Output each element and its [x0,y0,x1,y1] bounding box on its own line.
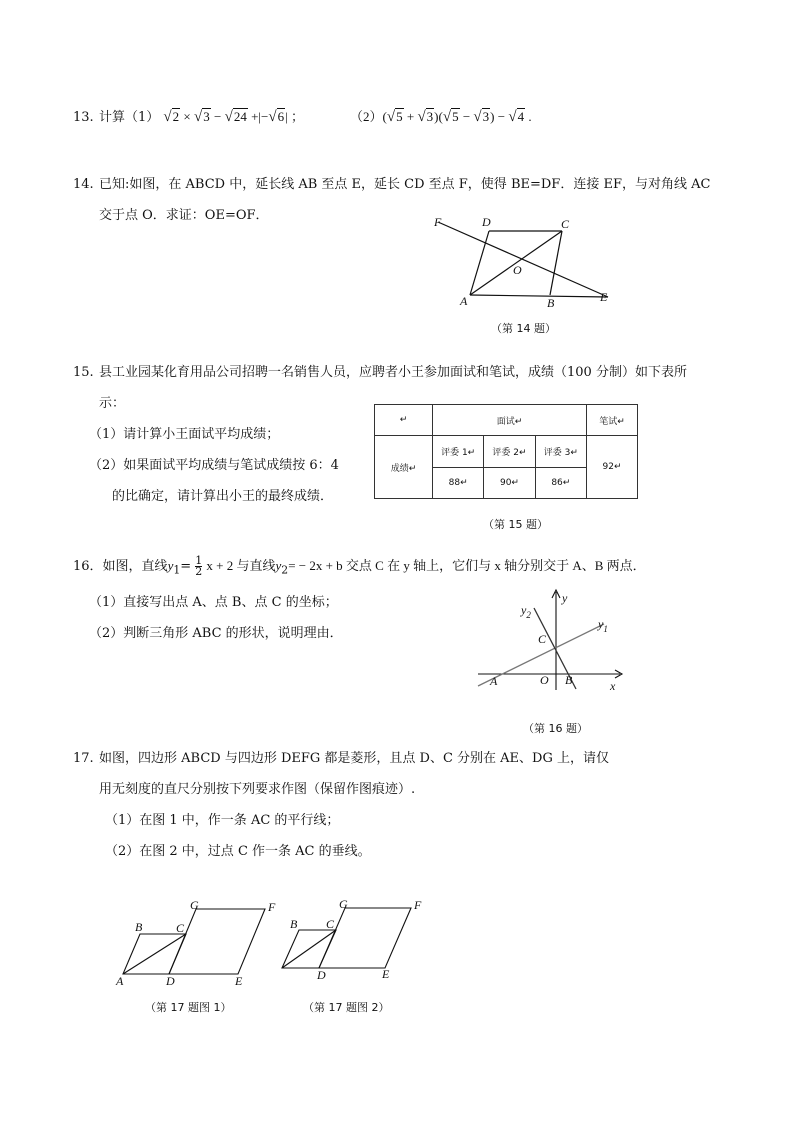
q16-eq2: = − 2x + b 交点 C 在 y 轴上，它们与 x 轴分别交于 A、B 两点． [288,558,646,573]
label-B: B [290,917,298,931]
label-B: B [547,296,555,310]
label-E: E [600,290,608,304]
q15-line1 [73,364,687,382]
q14-number: 14. [73,177,94,192]
table-judge-1: 评委 1↵ [433,436,484,467]
q13-part2-expression: （2）(√5 + √3)(√5 − √3) − √4 . [350,109,532,125]
table-corner-cell: ↵ [375,405,433,436]
q13-semicolon: ； [290,110,304,125]
sqrt-24: √24 [224,109,247,125]
q17-caption-2: （第 17 题图 2） [303,1001,390,1014]
table-row-label: 成绩↵ [375,436,433,499]
q17-text-line2: 用无刻度的直尺分别按下列要求作图（保留作图痕迹）. [99,782,416,797]
label-D: D [317,968,326,982]
q15-score-table [374,404,638,499]
q16-line1 [73,556,646,580]
label-A: A [116,974,124,988]
table-score-2: 90↵ [484,467,535,498]
q13-number: 13. [73,110,94,125]
q14-text-line2: 交于点 O．求证：OE=OF． [99,208,269,223]
q15-text-line1: 县工业园某化育用品公司招聘一名销售人员，应聘者小王参加面试和笔试，成绩（100 分制）如下表所 [99,365,687,380]
table-header-written: 笔试↵ [587,405,638,436]
segment-AC [123,934,186,974]
segment-AE [470,295,608,297]
q16-caption: （第 16 题） [523,722,588,735]
label-D: D [166,974,175,988]
label-E: E [382,967,390,981]
label-G: G [190,898,199,912]
q16-y2-sub: 2 [281,563,289,577]
label-A: A [460,294,468,308]
label-C: C [326,917,335,931]
q13-label: 计算（1） [99,110,160,125]
q17-text-line1: 如图，四边形 ABCD 与四边形 DEFG 都是菱形，且点 D、C 分别在 AE、DG 上，请仅 [99,751,609,766]
q16-y2: y [275,558,282,573]
label-D: D [482,215,491,229]
segment-FE [438,222,608,297]
q13-line [73,108,304,127]
q17-figure-1 [113,896,283,988]
q15-number: 15. [73,365,94,380]
q17-figure-2 [272,896,432,988]
label-y-axis: y [562,591,568,605]
q15-caption: （第 15 题） [483,518,548,531]
label-G: G [339,897,348,911]
q16-subquestion-2: （2）判断三角形 ABC 的形状，说明理由． [89,626,343,641]
label-C: C [561,217,570,231]
sqrt-3: √3 [194,109,210,125]
q13-part1-expression: √2 × √3 − √24 +|−√6| [163,109,288,125]
label-F: F [414,898,422,912]
q16-number: 16． [73,559,103,574]
label-B: B [135,920,143,934]
label-y2: $y_2$ [521,603,531,620]
label-F: F [268,900,276,914]
q16-y1: y [167,558,174,573]
q14-text-line1: 已知:如图，在 ABCD 中，延长线 AB 至点 E，延长 CD 至点 F，使得 BE=DF．连接 EF，与对角线 AC [99,177,711,192]
q17-caption-1: （第 17 题图 1） [145,1001,232,1014]
label-C: C [538,632,547,646]
q14-line1 [73,176,710,194]
q15-text-line2: 示： [99,396,126,411]
q17-line1 [73,750,609,768]
label-O: O [513,263,522,277]
label-F: F [434,215,442,229]
table-score-3: 86↵ [535,467,586,498]
sqrt-6: √6 [268,109,285,125]
q16-subquestion-1: （1）直接写出点 A、点 B、点 C 的坐标； [89,595,338,610]
q13-part2-label: （2） [350,109,383,124]
q15-subquestion-2: （2）如果面试平均成绩与笔试成绩按 6：4 [89,458,339,473]
table-score-1: 88↵ [433,467,484,498]
q16-y1-sub: 1 [173,563,181,577]
q17-subquestion-1: （1）在图 1 中，作一条 AC 的平行线； [105,813,340,828]
label-C: C [176,921,185,935]
label-y1: $y_1$ [598,617,608,634]
q14-figure [420,210,630,310]
q17-subquestion-2: （2）在图 2 中，过点 C 作一条 AC 的垂线。 [105,844,371,859]
q17-number: 17. [73,751,94,766]
label-O: O [540,673,549,687]
label-B: B [565,673,573,687]
q16-eq1b: x + 2 与直线 [206,558,276,573]
label-x-axis: x [610,679,616,693]
q14-caption: （第 14 题） [491,322,556,335]
segment-CB [550,231,562,295]
table-judge-3: 评委 3↵ [535,436,586,467]
table-judge-2: 评委 2↵ [484,436,535,467]
table-header-interview: 面试↵ [433,405,587,436]
q16-text-pre: 如图，直线 [102,559,168,574]
label-A: A [490,674,498,688]
q16-eq1a: = [180,559,192,574]
label-E: E [235,974,243,988]
sqrt-2: √2 [163,109,180,125]
q15-subquestion-1: （1）请计算小王面试平均成绩； [89,427,280,442]
q16-figure [470,586,630,696]
q15-subquestion-2-cont: 的比确定，请计算出小王的最终成绩． [112,489,334,504]
table-written-score: 92↵ [587,436,638,499]
fraction-one-half: $\frac{1}{2}$ [195,554,203,578]
